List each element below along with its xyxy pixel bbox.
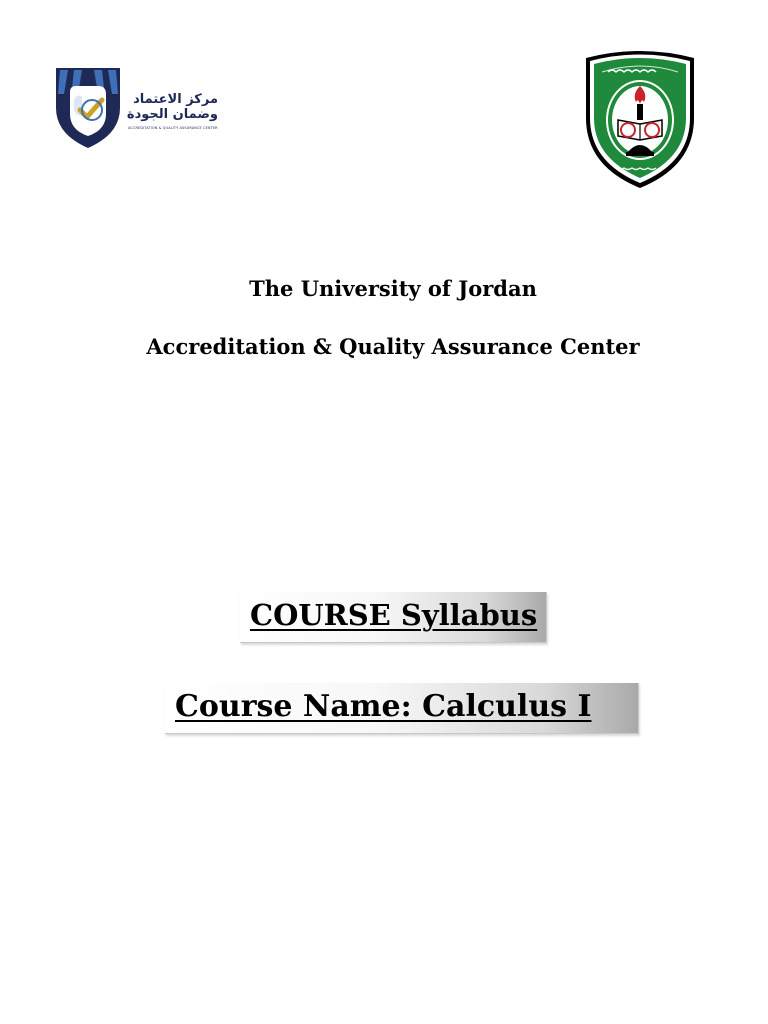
accreditation-shield-icon bbox=[52, 64, 124, 150]
center-name-heading: Accreditation & Quality Assurance Center bbox=[146, 334, 640, 359]
course-name-banner bbox=[165, 683, 639, 734]
arabic-title-line1: مركز الاعتماد bbox=[133, 92, 218, 107]
course-syllabus-banner bbox=[240, 592, 547, 643]
university-of-jordan-seal bbox=[580, 48, 700, 190]
arabic-title-line2: وضمان الجودة bbox=[126, 107, 218, 122]
university-name-heading: The University of Jordan bbox=[249, 276, 537, 301]
accreditation-arabic-title bbox=[126, 92, 218, 122]
course-syllabus-heading: COURSE Syllabus bbox=[250, 598, 538, 632]
university-of-jordan-seal-icon bbox=[580, 48, 700, 190]
accreditation-english-subtitle: ACCREDITATION & QUALITY ASSURANCE CENTER bbox=[128, 126, 218, 130]
course-name-heading: Course Name: Calculus I bbox=[175, 689, 592, 724]
accreditation-center-logo bbox=[52, 64, 218, 154]
